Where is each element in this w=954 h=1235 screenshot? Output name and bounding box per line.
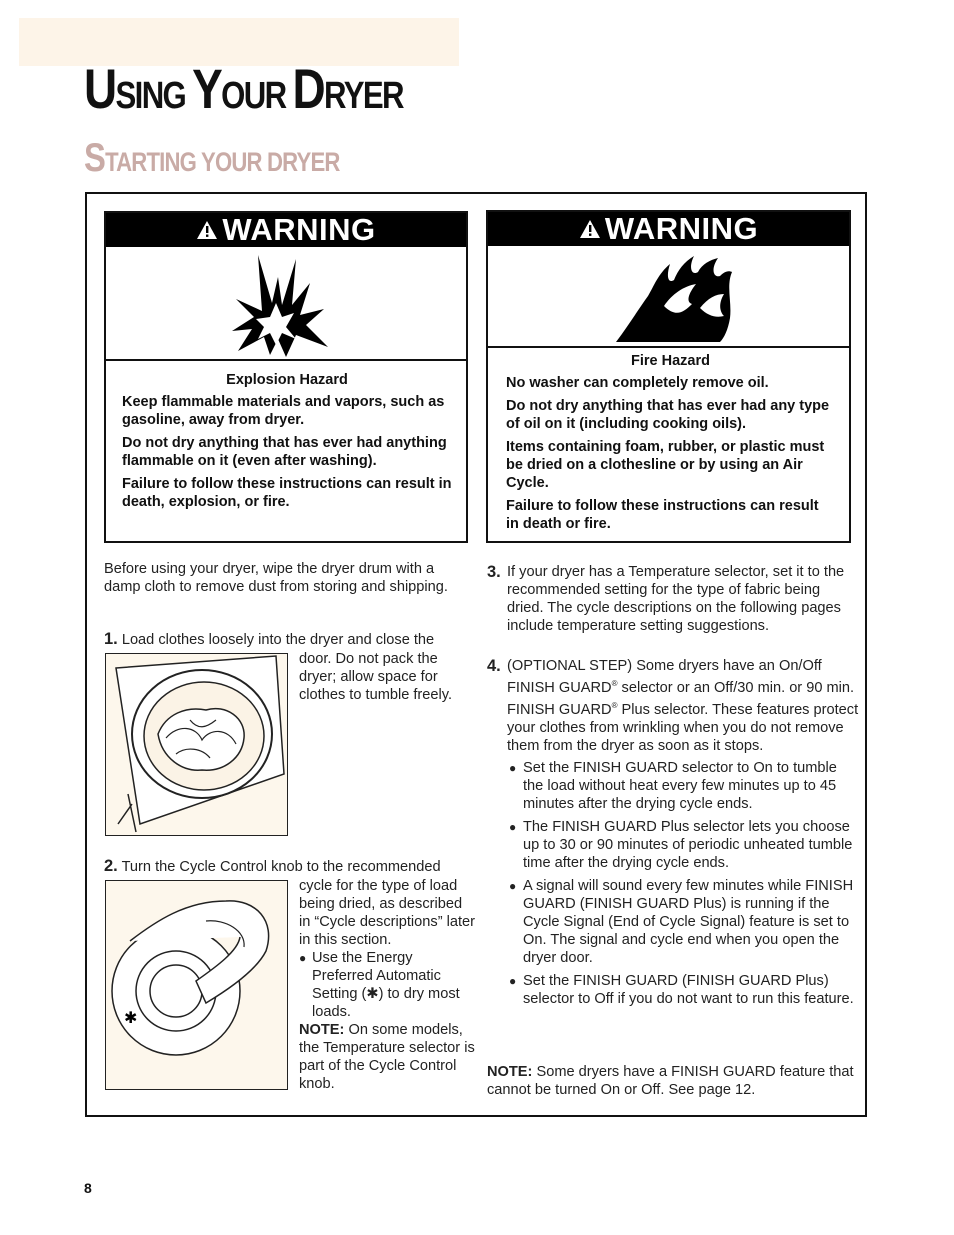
step-3 xyxy=(487,563,857,635)
fire-icon xyxy=(488,246,849,346)
warning-box-explosion xyxy=(104,211,468,543)
registered-mark: ® xyxy=(611,700,618,710)
explosion-icon xyxy=(106,247,466,359)
title-rest-1: SING xyxy=(115,75,193,117)
step-3-text: If your dryer has a Temperature selector, set it to the recommended setting for the type of fabric being dried. The cycle descriptions on the following pages include temperature setting suggestions. xyxy=(507,564,845,634)
cycle-knob-illustration xyxy=(105,880,288,1090)
explosion-icon-area xyxy=(106,247,466,361)
step-number: 4. xyxy=(487,657,501,675)
warning-box-fire xyxy=(486,210,851,543)
hazard-title: Explosion Hazard xyxy=(226,372,348,388)
step-2-bullet: ● Use the Energy Preferred Automatic Setting (✱) to dry most loads. xyxy=(299,949,475,1021)
intro-text: Before using your dryer, wipe the dryer drum with a damp cloth to remove dust from storing and shipping. xyxy=(104,561,448,595)
title-rest-2: OUR xyxy=(221,75,293,117)
step-1-body xyxy=(299,650,471,704)
warning-line: Do not dry anything that has ever had any type of oil on it (including cooking oils). xyxy=(506,398,830,432)
title-rest-3: RYER xyxy=(324,75,403,117)
step-4 xyxy=(487,657,859,1008)
step-2-body xyxy=(299,877,475,1093)
warning-label: WARNING xyxy=(222,212,376,247)
warning-line: Items containing foam, rubber, or plastic must be dried on a clothesline or by using an Air Cycle. xyxy=(506,439,825,491)
warning-line: Do not dry anything that has ever had anything flammable on it (even after washing). xyxy=(122,435,447,469)
step-4-text-b: selector or an Off/30 min. or 90 min. FINISH GUARD xyxy=(507,679,855,718)
dryer-drum-illustration xyxy=(105,653,288,836)
intro-paragraph xyxy=(104,560,464,596)
step-4-bullet: ● The FINISH GUARD Plus selector lets you choose up to 30 or 90 minutes of periodic unheated tumble time after the drying cycle ends. xyxy=(509,818,859,872)
hazard-title: Fire Hazard xyxy=(631,353,710,369)
final-note-text: Some dryers have a FINISH GUARD feature that cannot be turned On or Off. See page 12. xyxy=(487,1064,854,1098)
warning-line: No washer can completely remove oil. xyxy=(506,375,769,391)
warning-triangle-icon xyxy=(196,212,218,248)
warning-header xyxy=(488,212,849,246)
section-subtitle xyxy=(84,136,340,181)
step-4-text-c: Plus selector. These features protect your clothes from wrinkling when you do not remove them from the dryer as soon as it stops. xyxy=(507,701,859,754)
warning-label: WARNING xyxy=(604,211,759,246)
step-2-rest: cycle for the type of load being dried, as described in “Cycle descriptions” later in this section. xyxy=(299,878,475,948)
title-cap-1: U xyxy=(84,57,116,120)
step-1 xyxy=(104,630,474,649)
note-label: NOTE: xyxy=(299,1022,345,1038)
title-cap-3: D xyxy=(292,57,325,120)
subtitle-rest: TARTING YOUR DRYER xyxy=(105,147,340,177)
page-title xyxy=(84,56,403,121)
step-number: 2. xyxy=(104,857,118,875)
final-note xyxy=(487,1063,857,1099)
step-1-lead: Load clothes loosely into the dryer and close the xyxy=(121,632,435,648)
fire-icon-area xyxy=(488,246,849,348)
step-4-bullet: ● Set the FINISH GUARD (FINISH GUARD Plus) selector to Off if you do not want to run this feature. xyxy=(509,972,859,1008)
warning-line: Failure to follow these instructions can result in death, explosion, or fire. xyxy=(122,476,452,510)
warning-line: Keep flammable materials and vapors, such as gasoline, away from dryer. xyxy=(122,394,445,428)
step-4-text-a: (OPTIONAL STEP) Some dryers have an On/Off FINISH GUARD xyxy=(507,658,822,696)
warning-line: Failure to follow these instructions can result in death or fire. xyxy=(506,498,819,532)
svg-text:✱: ✱ xyxy=(124,1008,138,1027)
step-1-rest: door. Do not pack the dryer; allow space for clothes to tumble freely. xyxy=(299,651,453,703)
note-label: NOTE: xyxy=(487,1064,533,1080)
registered-mark: ® xyxy=(611,679,618,688)
warning-header xyxy=(106,213,466,247)
warning-triangle-icon xyxy=(579,211,601,247)
step-4-bullet: ● Set the FINISH GUARD selector to On to tumble the load without heat every few minutes up to 45 minutes after the drying cycle ends. xyxy=(509,759,859,813)
page-number: 8 xyxy=(84,1180,92,1196)
step-2 xyxy=(104,857,479,876)
title-cap-2: Y xyxy=(192,57,222,120)
step-4-bullet: ● A signal will sound every few minutes while FINISH GUARD (FINISH GUARD Plus) is running if the Cycle Signal (End of Cycle Signal) feature is set to On. The signal and cycle end when you open the dryer door. xyxy=(509,877,859,967)
step-2-note: On some models, the Temperature selector is part of the Cycle Control knob. xyxy=(299,1022,475,1092)
step-2-lead: Turn the Cycle Control knob to the recommended xyxy=(121,859,441,875)
step-number: 3. xyxy=(487,563,501,581)
subtitle-cap: S xyxy=(84,136,106,180)
step-number: 1. xyxy=(104,630,118,648)
